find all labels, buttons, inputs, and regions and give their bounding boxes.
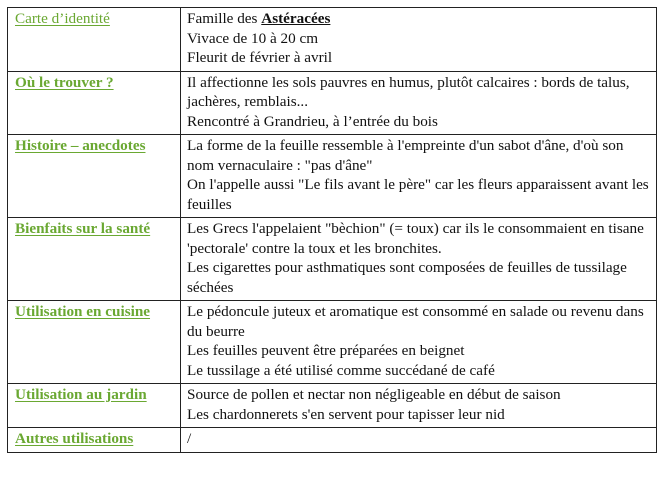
content-line: Les cigarettes pour asthmatiques sont composées de feuilles de tussilage séchées — [187, 259, 627, 296]
table-row — [8, 71, 657, 135]
table-row — [8, 384, 657, 428]
content-line: Rencontré à Grandrieu, à l’entrée du bois — [187, 112, 438, 130]
content-line: Le tussilage a été utilisé comme succédané de café — [187, 361, 495, 379]
content-line: Vivace de 10 à 20 cm — [187, 29, 319, 47]
row-label-cell — [8, 428, 181, 453]
row-label-cell — [8, 301, 181, 384]
row-content-cell — [181, 135, 657, 218]
row-label-cell — [8, 384, 181, 428]
row-label-cell — [8, 135, 181, 218]
row-content-cell — [181, 428, 657, 453]
row-label-identity[interactable]: Carte d’identité — [15, 10, 110, 27]
content-line: On l'appelle aussi "Le fils avant le père" car les fleurs apparaissent avant les feuilles — [187, 176, 649, 213]
table-row — [8, 8, 657, 72]
table-row — [8, 301, 657, 384]
row-label-health[interactable]: Bienfaits sur la santé — [15, 220, 151, 237]
content-line: / — [187, 430, 192, 447]
content-line: La forme de la feuille ressemble à l'empreinte d'un sabot d'âne, d'où son nom vernaculaire : "pas d'âne" — [187, 137, 624, 174]
row-content-cell — [181, 8, 657, 72]
row-content-cell — [181, 218, 657, 301]
row-label-cell — [8, 8, 181, 72]
row-content-cell — [181, 384, 657, 428]
content-line: Les feuilles peuvent être préparées en beignet — [187, 342, 465, 359]
row-label-cell — [8, 218, 181, 301]
row-label-where[interactable]: Où le trouver ? — [15, 73, 114, 91]
row-content-cell — [181, 301, 657, 384]
row-label-cooking[interactable]: Utilisation en cuisine — [15, 303, 151, 320]
content-line: Le pédoncule juteux et aromatique est consommé en salade ou revenu dans du beurre — [187, 303, 644, 340]
row-content-cell — [181, 71, 657, 135]
content-line: Les chardonnerets s'en servent pour tapisser leur nid — [187, 405, 505, 423]
family-line — [187, 9, 650, 29]
table-row — [8, 218, 657, 301]
family-prefix: Famille des — [187, 10, 262, 27]
table-row — [8, 428, 657, 453]
row-label-garden[interactable]: Utilisation au jardin — [15, 386, 147, 403]
content-line: Il affectionne les sols pauvres en humus, plutôt calcaires : bords de talus, jachères, remblais... — [187, 73, 630, 110]
content-line: Les Grecs l'appelaient "bèchion" (= toux) car ils le consommaient en tisane 'pectorale' contre la toux et les bronchites. — [187, 220, 644, 257]
row-label-other-uses[interactable]: Autres utilisations — [15, 430, 134, 447]
content-line: Fleurit de février à avril — [187, 49, 333, 66]
table-row — [8, 135, 657, 218]
content-line: Source de pollen et nectar non négligeable en début de saison — [187, 386, 561, 403]
family-name: Astéracées — [261, 10, 331, 27]
row-label-cell — [8, 71, 181, 135]
row-label-history[interactable]: Histoire – anecdotes — [15, 137, 146, 154]
plant-info-table — [7, 7, 657, 453]
